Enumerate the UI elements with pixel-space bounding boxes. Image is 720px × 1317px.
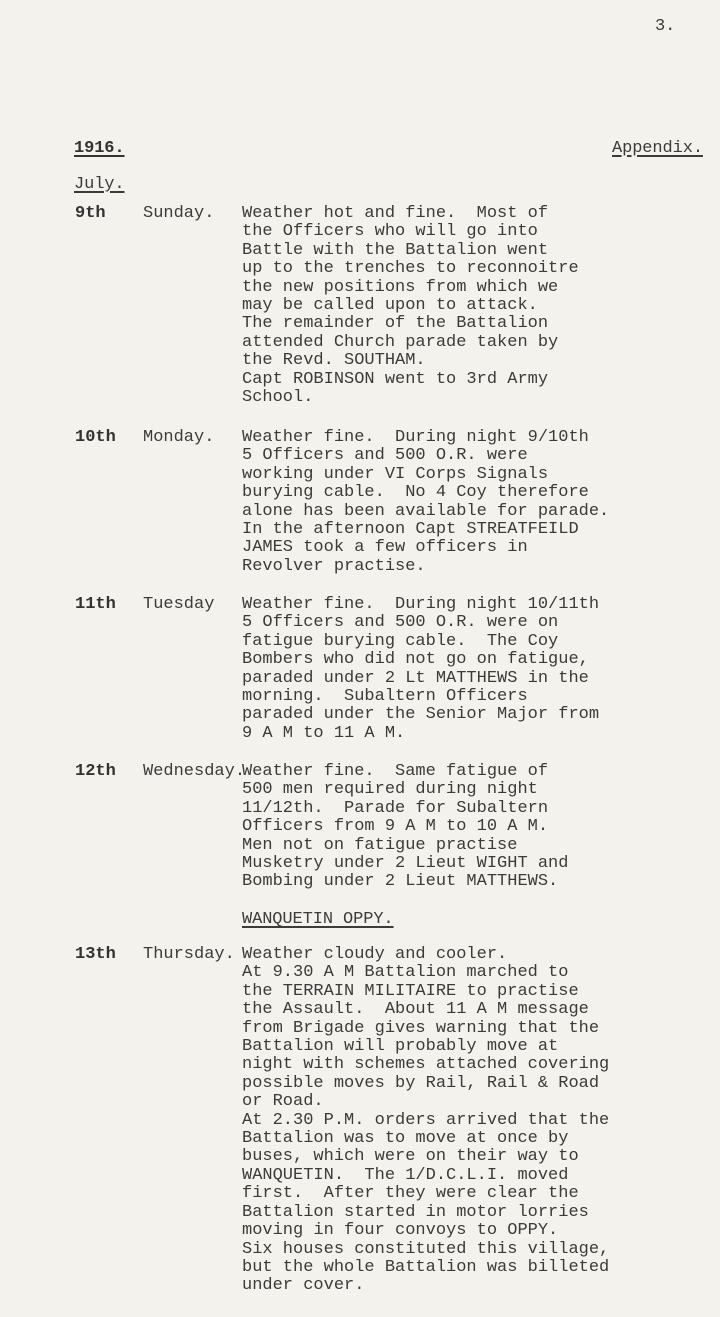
entry-line: attended Church parade taken by (242, 332, 559, 352)
section-heading: WANQUETIN OPPY. (242, 910, 394, 929)
entry-body (242, 763, 568, 892)
entry-weekday: Monday. (143, 428, 215, 447)
entry-line: Capt ROBINSON went to 3rd Army (242, 369, 549, 389)
entry-line: At 9.30 A M Battalion marched to (242, 963, 569, 983)
entry-line: Musketry under 2 Lieut WIGHT and (242, 854, 569, 874)
entry-line: Battalion started in motor lorries (242, 1202, 589, 1222)
entry-line: Bombing under 2 Lieut MATTHEWS. (242, 872, 559, 892)
entry-day: 13th (75, 945, 116, 964)
entry-line: Weather hot and fine. Most of (242, 204, 549, 223)
month-heading: July. (74, 175, 125, 194)
entry-line: Officers from 9 A M to 10 A M. (242, 817, 549, 837)
entry-body (242, 429, 609, 576)
entry-body (242, 946, 609, 1296)
entry-line: JAMES took a few officers in (242, 538, 528, 558)
entry-line: night with schemes attached covering (242, 1055, 610, 1075)
entry-line: Battalion will probably move at (242, 1037, 559, 1057)
entry-line: from Brigade gives warning that the (242, 1018, 600, 1038)
entry-line: alone has been available for parade. (242, 501, 610, 521)
entry-line: 11/12th. Parade for Subaltern (242, 798, 549, 818)
entry-line: buses, which were on their way to (242, 1147, 579, 1167)
entry-line: the Officers who will go into (242, 222, 538, 242)
entry-line: Battle with the Battalion went (242, 240, 549, 260)
entry-line: At 2.30 P.M. orders arrived that the (242, 1110, 610, 1130)
entry-weekday: Sunday. (143, 204, 215, 223)
entry-body (242, 596, 599, 743)
entry-line: Weather cloudy and cooler. (242, 945, 508, 964)
entry-line: possible moves by Rail, Rail & Road (242, 1073, 600, 1093)
entry-day: 11th (75, 595, 116, 614)
entry-line: Weather fine. During night 10/11th (242, 595, 600, 614)
entry-body (242, 205, 579, 407)
entry-line: fatigue burying cable. The Coy (242, 631, 559, 651)
entry-line: paraded under 2 Lt MATTHEWS in the (242, 668, 589, 688)
entry-line: moving in four convoys to OPPY. (242, 1221, 559, 1241)
entry-line: 500 men required during night (242, 780, 538, 800)
entry-line: but the whole Battalion was billeted (242, 1257, 610, 1277)
entry-line: working under VI Corps Signals (242, 464, 549, 484)
entry-line: Six houses constituted this village, (242, 1239, 610, 1259)
entry-weekday: Wednesday. (143, 762, 246, 781)
entry-line: Weather fine. During night 9/10th (242, 428, 589, 447)
entry-line: Battalion was to move at once by (242, 1129, 569, 1149)
entry-line: burying cable. No 4 Coy therefore (242, 483, 589, 503)
entry-line: the TERRAIN MILITAIRE to practise (242, 981, 579, 1001)
entry-line: WANQUETIN. The 1/D.C.L.I. moved (242, 1165, 569, 1185)
entry-weekday: Tuesday (143, 595, 215, 614)
entry-line: the new positions from which we (242, 277, 559, 297)
entry-line: Weather fine. Same fatigue of (242, 762, 549, 781)
entry-line: first. After they were clear the (242, 1184, 579, 1204)
entry-line: 9 A M to 11 A M. (242, 723, 406, 743)
entry-weekday: Thursday. (143, 945, 235, 964)
entry-day: 12th (75, 762, 116, 781)
entry-line: or Road. (242, 1092, 324, 1112)
year-heading: 1916. (74, 139, 125, 158)
entry-line: Revolver practise. (242, 556, 426, 576)
page-number: 3. (655, 17, 676, 36)
appendix-heading: Appendix. (612, 139, 703, 158)
entry-line: may be called upon to attack. (242, 296, 538, 316)
entry-line: up to the trenches to reconnoitre (242, 259, 579, 279)
entry-day: 9th (75, 204, 106, 223)
entry-line: Bombers who did not go on fatigue, (242, 650, 589, 670)
entry-line: In the afternoon Capt STREATFEILD (242, 520, 579, 540)
entry-line: paraded under the Senior Major from (242, 705, 600, 725)
entry-line: under cover. (242, 1276, 365, 1296)
entry-line: morning. Subaltern Officers (242, 687, 528, 707)
entry-line: 5 Officers and 500 O.R. were (242, 446, 528, 466)
entry-line: 5 Officers and 500 O.R. were on (242, 613, 559, 633)
entry-line: Men not on fatigue practise (242, 835, 518, 855)
entry-line: the Revd. SOUTHAM. (242, 351, 426, 371)
entry-line: The remainder of the Battalion (242, 314, 549, 334)
entry-line: the Assault. About 11 A M message (242, 1000, 589, 1020)
entry-day: 10th (75, 428, 116, 447)
entry-line: School. (242, 388, 314, 408)
